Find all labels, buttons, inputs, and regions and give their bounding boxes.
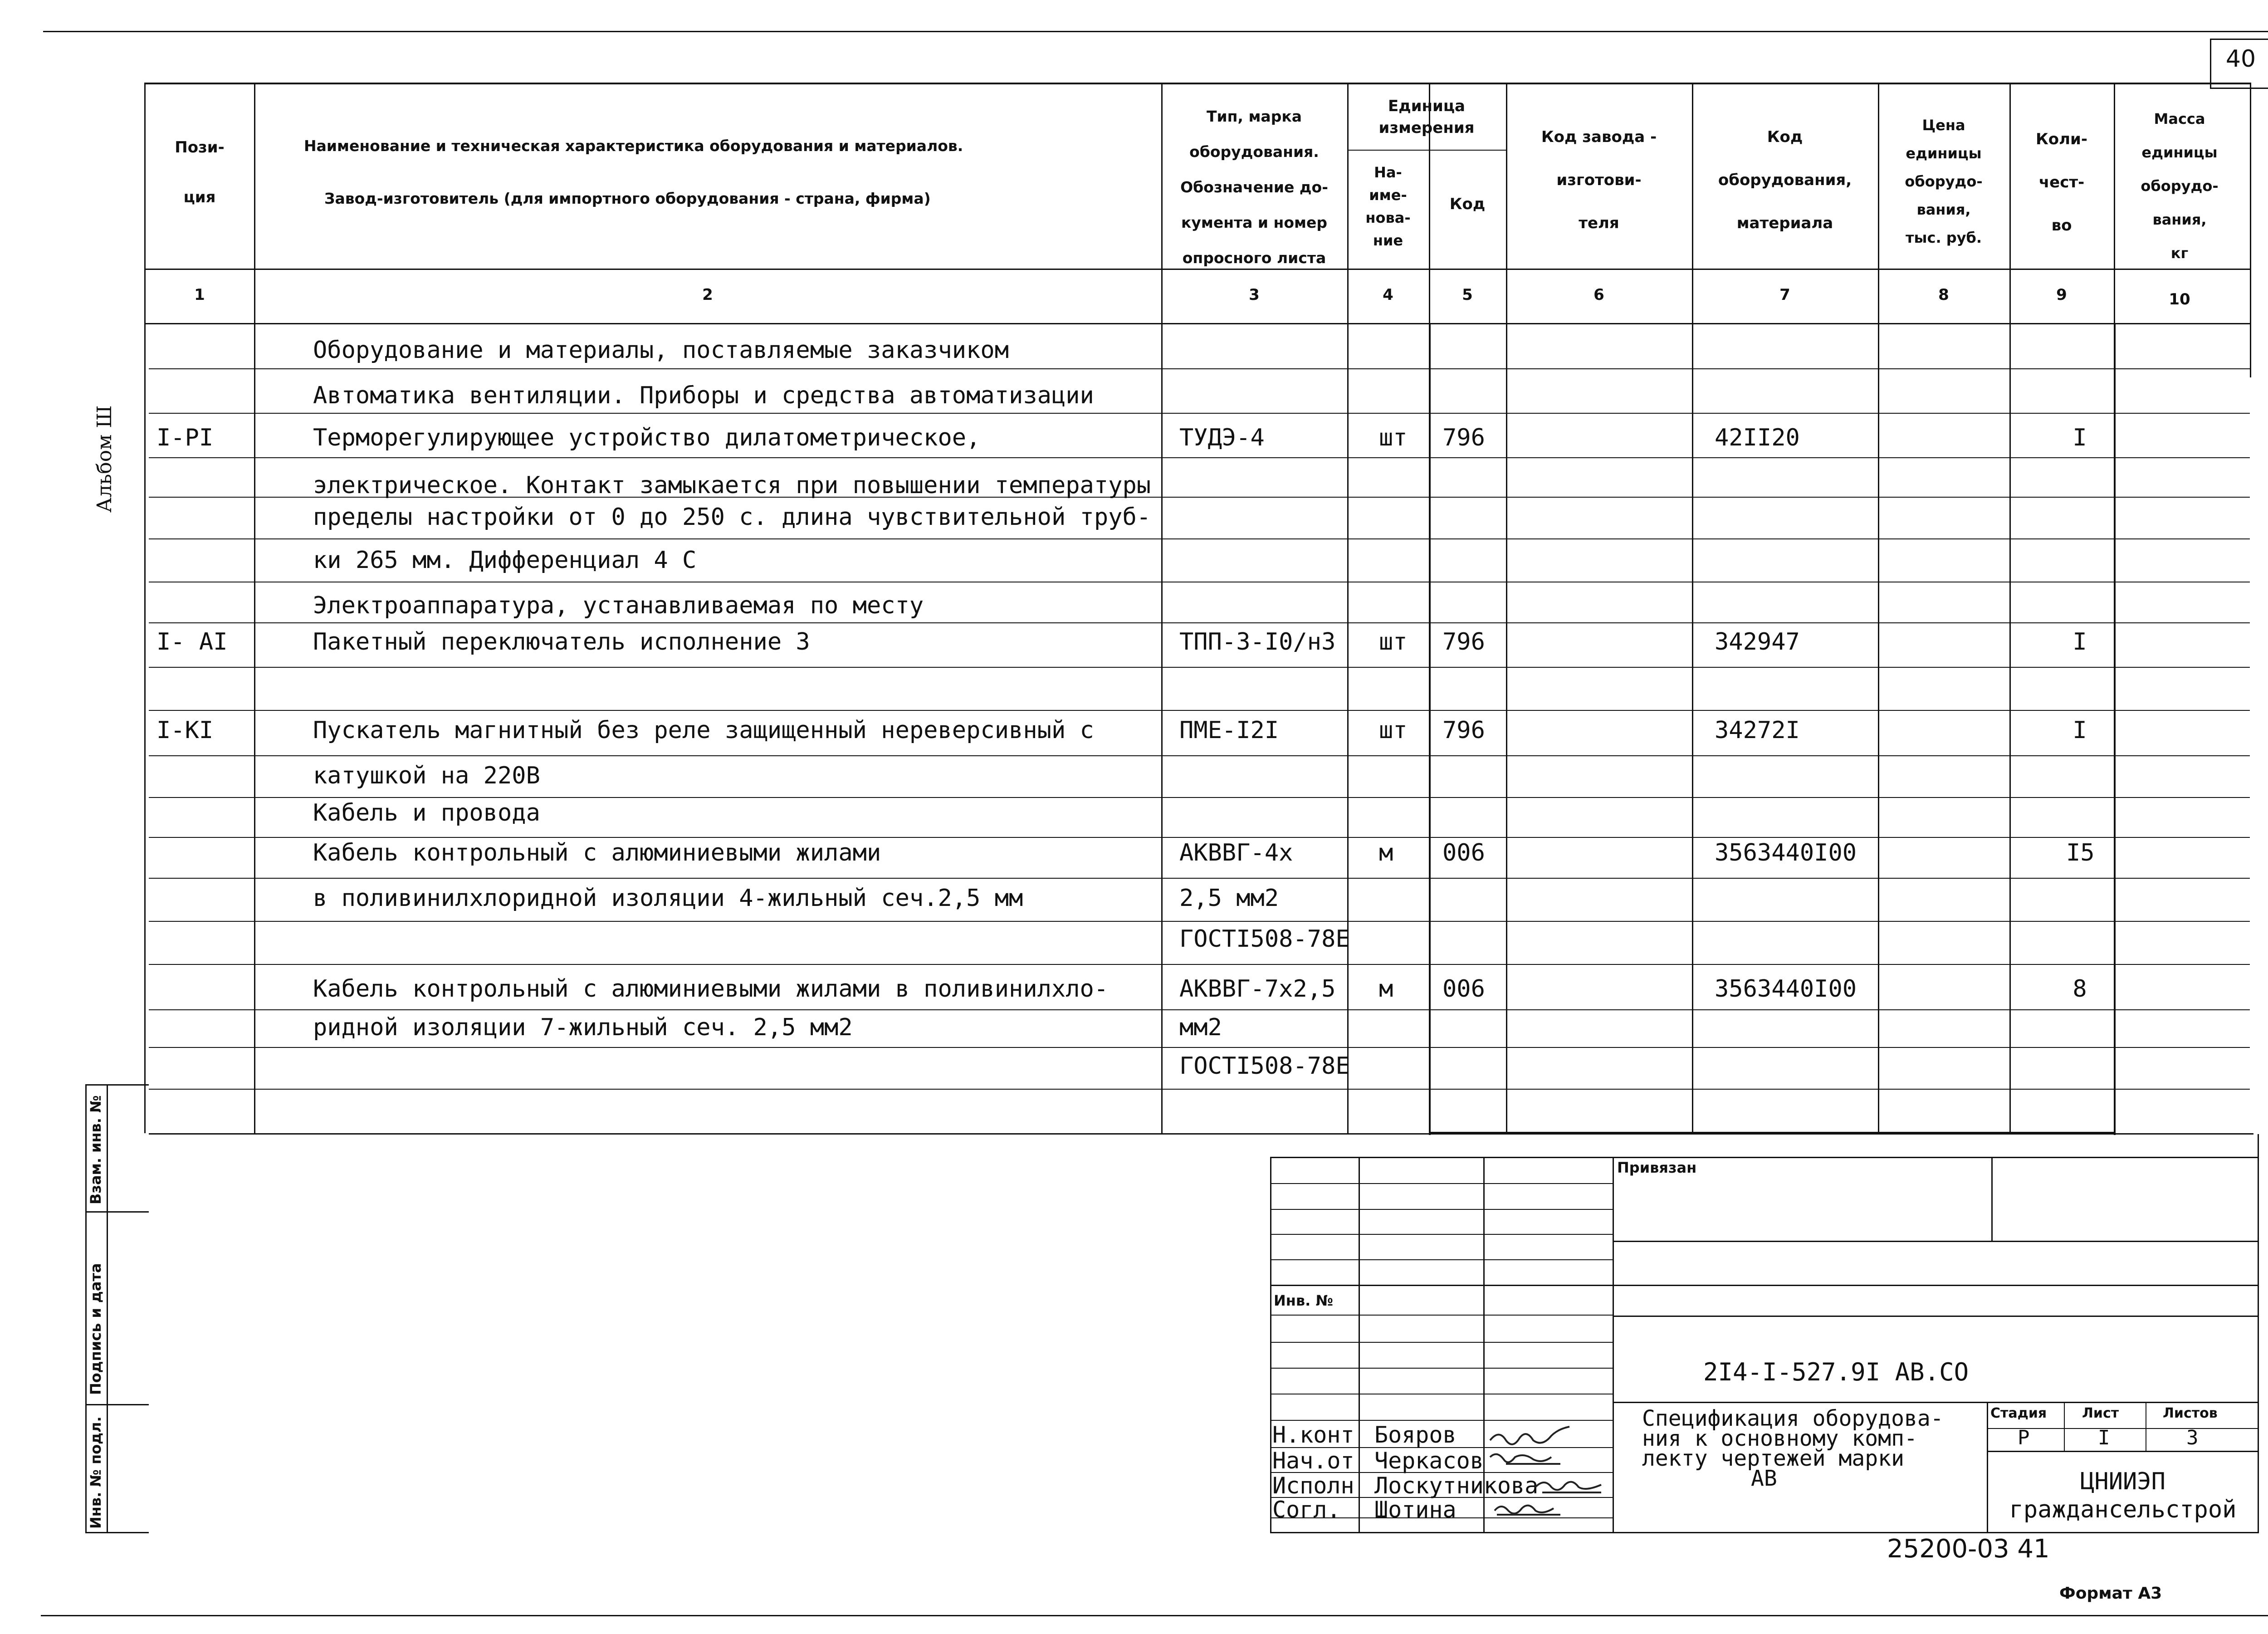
row-13-type: АКВВГ-4х [1179, 839, 1293, 866]
header-col6: Код завода - изготови- теля [1541, 128, 1657, 232]
row-13-code: 006 [1442, 839, 1485, 866]
staff-name-4: Шотина [1374, 1497, 1457, 1523]
header-col10: Масса единицы оборудо- вания, кг [2141, 110, 2219, 262]
row-8-unit: шт [1379, 628, 1408, 656]
row-4-name: электрическое. Контакт замыкается при повышении температуры [313, 472, 1151, 499]
row-8-code: 796 [1442, 628, 1485, 656]
row-divider [149, 667, 2250, 668]
row-divider [149, 878, 2250, 879]
colnum-2: 2 [702, 286, 713, 304]
row-11-name: катушкой на 220В [313, 762, 540, 789]
colnum-6: 6 [1593, 286, 1604, 304]
row-16-code: 006 [1442, 975, 1485, 1003]
row-divider [149, 538, 2250, 539]
row-3-name: Терморегулирующее устройство дилатометрическое, [313, 424, 981, 451]
row-17-type: мм2 [1179, 1014, 1222, 1041]
row-divider [149, 797, 2250, 798]
row-16-name: Кабель контрольный с алюминиевыми жилами в поливинилхло- [313, 975, 1109, 1003]
sheet-label: Лист [2082, 1405, 2119, 1421]
row-16-unit: м [1379, 975, 1393, 1003]
row-16-mat-code: 3563440I00 [1715, 975, 1857, 1003]
row-13-unit: м [1379, 839, 1393, 866]
signature-2-icon [1488, 1448, 1569, 1471]
row-3-code: 796 [1442, 424, 1485, 451]
column-divider [254, 83, 255, 1134]
row-16-qty: 8 [2072, 975, 2087, 1003]
page-number: 40 [2225, 45, 2256, 73]
row-13-mat-code: 3563440I00 [1715, 839, 1857, 866]
staff-role-2: Нач.от [1272, 1448, 1354, 1474]
archive-number: 25200-03 41 [1887, 1534, 2050, 1564]
header-col8: Цена единицы оборудо- вания, тыс. руб. [1905, 117, 1983, 246]
row-divider [149, 710, 2250, 711]
row-divider [149, 622, 2250, 623]
privyazan-label: Привязан [1617, 1159, 1697, 1176]
stamp-replace-inv: Взам. инв. № [87, 1095, 104, 1204]
header-col7: Код оборудования, материала [1718, 128, 1852, 232]
row-13-qty: I5 [2066, 839, 2095, 866]
row-divider [149, 457, 2250, 458]
colnum-8: 8 [1938, 286, 1949, 304]
staff-role-3: Исполн [1272, 1473, 1354, 1499]
table-right-border [2250, 83, 2251, 377]
staff-name-2: Черкасов [1374, 1448, 1484, 1474]
staff-name-3: Лоскутникова [1374, 1473, 1539, 1499]
row-divider [149, 837, 2250, 838]
header-col2-line1: Наименование и техническая характеристика оборудования и материалов. [304, 137, 963, 155]
header-col4: На- име- нова- ние [1365, 164, 1411, 249]
unit-subheader-line [1347, 150, 1506, 151]
row-3-qty: I [2072, 424, 2087, 451]
colnum-7: 7 [1779, 286, 1790, 304]
header-col9: Коли- чест- во [2036, 130, 2087, 235]
row-10-code: 796 [1442, 717, 1485, 744]
bold-frame [1429, 1132, 2116, 1134]
top-rule [43, 31, 2268, 32]
row-17-name: ридной изоляции 7-жильный сеч. 2,5 мм2 [313, 1014, 853, 1041]
row-8-type: ТПП-3-I0/н3 [1179, 628, 1336, 656]
document-code: 2I4-I-527.9I АВ.СО [1703, 1358, 1969, 1386]
header-col2-line2: Завод-изготовитель (для импортного оборудования - страна, фирма) [324, 190, 931, 207]
colnum-5: 5 [1462, 286, 1473, 304]
row-10-mat-code: 34272I [1715, 717, 1800, 744]
row-8-qty: I [2072, 628, 2087, 656]
colnum-9: 9 [2056, 286, 2067, 304]
header-col3: Тип, марка оборудования. Обозначение до- кумента и номер опросного листа [1180, 108, 1328, 267]
stamp-signature-date: Подпись и дата [87, 1263, 104, 1395]
staff-role-1: Н.конт [1272, 1422, 1354, 1448]
signature-1-icon [1488, 1424, 1579, 1449]
row-divider [149, 1089, 2250, 1090]
staff-role-4: Согл. [1272, 1497, 1341, 1523]
sheet-value: I [2098, 1426, 2110, 1449]
bold-frame [2114, 323, 2116, 1135]
header-unit-title: Единица измерения [1378, 97, 1475, 137]
row-7-name: Электроаппаратура, устанавливаемая по месту [313, 592, 924, 619]
sheets-value: 3 [2186, 1426, 2199, 1449]
row-14-name: в поливинилхлоридной изоляции 4-жильный сеч.2,5 мм [313, 885, 1023, 912]
signature-4-icon [1492, 1499, 1565, 1517]
row-10-qty: I [2072, 717, 2087, 744]
row-2-name: Автоматика вентиляции. Приборы и средства автоматизации [313, 382, 1094, 409]
stage-label: Стадия [1990, 1405, 2047, 1421]
row-8-mat-code: 342947 [1715, 628, 1800, 656]
row-18-type: ГОСТI508-78Е [1179, 1052, 1350, 1080]
bold-frame [1429, 323, 1431, 1135]
row-14-type: 2,5 мм2 [1179, 885, 1279, 912]
row-3-pos: I-PI [156, 424, 214, 451]
colnum-4: 4 [1383, 286, 1393, 304]
row-3-type: ТУДЭ-4 [1179, 424, 1265, 451]
row-3-unit: шт [1379, 424, 1408, 451]
row-6-name: ки 265 мм. Дифференциал 4 С [313, 547, 697, 574]
colnum-3: 3 [1249, 286, 1260, 304]
stage-value: Р [2018, 1426, 2030, 1449]
row-10-pos: I-KI [156, 717, 214, 744]
stamp-inv-original: Инв. № подл. [87, 1416, 104, 1529]
row-divider [149, 921, 2250, 922]
row-8-name: Пакетный переключатель исполнение 3 [313, 628, 810, 656]
row-10-name: Пускатель магнитный без реле защищенный нереверсивный с [313, 717, 1094, 744]
inv-no-label: Инв. № [1274, 1292, 1333, 1309]
row-10-unit: шт [1379, 717, 1408, 744]
bottom-rule [41, 1615, 2268, 1616]
row-5-name: пределы настройки от 0 до 250 с. длина чувствительной труб- [313, 504, 1151, 531]
row-10-type: ПМЕ-I2I [1179, 717, 1279, 744]
header-col5: Код [1449, 195, 1486, 213]
row-divider [149, 413, 2250, 414]
row-divider [149, 368, 2250, 369]
row-divider [149, 755, 2250, 756]
staff-name-1: Бояров [1374, 1422, 1457, 1448]
signature-3-icon [1533, 1473, 1606, 1496]
row-divider [149, 1009, 2250, 1010]
row-16-type: АКВВГ-7х2,5 [1179, 975, 1336, 1003]
document-title: Спецификация оборудова- ния к основному комп- лекту чертежей марки АВ [1642, 1406, 1944, 1491]
row-1-name: Оборудование и материалы, поставляемые заказчиком [313, 337, 1009, 364]
header-col1: Пози- ция [175, 138, 225, 206]
colnum-10: 10 [2169, 290, 2190, 308]
album-label: Альбом Ш [93, 405, 116, 513]
row-divider [149, 964, 2250, 965]
sheets-label: Листов [2163, 1405, 2218, 1421]
table-top-border [144, 83, 2250, 84]
row-15-type: ГОСТI508-78Е [1179, 925, 1350, 953]
row-8-pos: I- AI [156, 628, 228, 656]
row-divider [149, 1047, 2250, 1048]
column-divider [144, 83, 146, 1133]
colnum-1: 1 [194, 286, 205, 304]
format-label: Формат А3 [2059, 1584, 2162, 1603]
numbers-bottom-border [144, 323, 2250, 324]
row-3-mat-code: 42II20 [1715, 424, 1800, 451]
row-12-name: Кабель и провода [313, 799, 540, 827]
row-13-name: Кабель контрольный с алюминиевыми жилами [313, 839, 881, 866]
organization: ЦНИИЭП граждансельстрой [2009, 1468, 2237, 1523]
